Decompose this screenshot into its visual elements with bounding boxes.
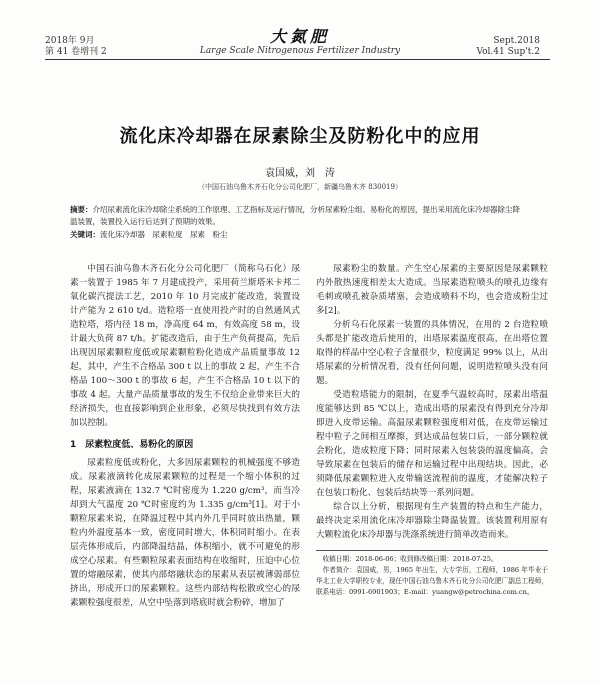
paragraph-dust: 尿素粉尘的数量。产生空心尿素的主要原因是尿素颗粒内外散热速度相差太大造成。当尿素造粒喷头的喷孔边缘有毛刺或喷孔被杂质堵塞，会造成喷料不均，也会造成粉尘过多[2]。 — [316, 264, 548, 316]
paragraph-conclusion: 综合以上分析，根据现有生产装置的特点和生产能力，最终决定采用流化床冷却器除尘降温装置。该装置利用原有大颗粒流化床冷却器与洗涤系统进行简单改造而来。 — [316, 502, 548, 540]
footnote-received: 收稿日期：2018-06-06；收到修改稿日期：2018-07-25。 — [322, 555, 498, 563]
paragraph-cause: 尿素粒度低或粉化，大多因尿素颗粒的机械强度不够造成。尿素液滴转化成尿素颗粒的过程是一个缩小体积的过程，尿素液滴在 132.7 ℃时密度为 1.220 g/cm³，而当冷却到大气温度 20 ℃时密度约为 1.335 g/cm³[1]。对于小颗粒尿素来说，在降温过程中其内外几乎同时放出热量，颗粒内外温度基本一致，密度同时增大，体积同时缩小。在表层壳体形成后，内部降温结晶，体积缩小，就不可避免的形成空心尿素。有些颗粒尿素表面结构在收缩时，压迫中心位置的熔融尿素，使其内部熔融状态的尿素从表层被薄弱部位挤出，形成开口的尿素颗粒。这些内部结构松散或空心的尿素颗粒强度很差，从空中坠落到塔底时就会粉碎，增加了 — [70, 458, 300, 608]
journal-header — [0, 0, 600, 60]
keywords-text: 流化床冷却器 尿素粒度 尿素 粉尘 — [100, 230, 228, 239]
article-title: 流化床冷却器在尿素除尘及防粉化中的应用 — [119, 126, 481, 147]
section-heading-1: 1 尿素粒度低、易粉化的原因 — [70, 440, 194, 450]
abstract-label: 摘要： — [70, 205, 93, 214]
issue-date-cn: 2018年 9月 — [45, 36, 95, 46]
abstract-block — [70, 204, 525, 241]
header-rule — [45, 59, 550, 60]
journal-name-en: Large Scale Nitrogenous Fertilizer Industry — [199, 46, 401, 56]
issue-date-right — [476, 36, 540, 58]
footnote-author-bio: 作者简介：袁国威，男，1965 年出生，大专学历，工程师，1986 年毕业于华北工业大学职校专业，现任中国石油乌鲁木齐石化分公司化肥厂副总工程师，联系电话：0991-6901903；E-mail：yuangw@petrochina.com.cn。 — [316, 566, 548, 596]
keywords — [70, 229, 525, 241]
abstract-text: 介绍尿素流化床冷却除尘系统的工作原理、工艺指标及运行情况，分析尿素粉尘组、易粉化的原因，提出采用流化床冷却器除尘降温装置，装置投入运行后达到了预期的效果。 — [70, 205, 520, 226]
paragraph-intro: 中国石油乌鲁木齐石化分公司化肥厂（简称乌石化）尿素一装置于 1985 年 7 月建成投产，采用荷兰斯塔米卡邦二氧化碳汽提法工艺，2010 年 10 月完成扩能改造，装置设计产能为 2 610 t/d。造粒塔一直使用投产时的自然通风式造粒塔，塔内径 18 m，净高度 64 m，有效高度 58 m，设计最大负荷 87 t/h。扩能改造后，由于生产负荷提高，先后出现因尿素颗粒度低或尿素颗粒粉化造成产品质量事故 12 起，其中，产生不合格品 300 t 以上的事故 2 起，产生不合格品 100～300 t 的事故 6 起，产生不合格品 10 t 以下的事故 4 起。大量产品质量事故的发生不仅给企业带来巨大的经济损失，也直接影响到企业形象，必须尽快找到有效方法加以控制。 — [70, 264, 300, 428]
article-authors: 袁国威，刘 涛 — [265, 168, 335, 179]
paragraph-analysis: 分析乌石化尿素一装置的具体情况，在用的 2 台造粒喷头都是扩能改造后使用的，出塔尿素温度很高，在出塔位置取得的样品中空心粒子含量很少，粒度满足 99% 以上，从出塔尿素的分析情况看，没有任何问题，说明造粒喷头没有问题。 — [316, 320, 548, 386]
journal-logo: 大氮肥 — [269, 27, 330, 46]
body-column-left — [70, 262, 300, 610]
paragraph-temperature: 受造粒塔能力的限制，在夏季气温较高时，尿素出塔温度能够达到 85 ℃以上，造成出塔的尿素没有得到充分冷却即进入皮带运输。高温尿素颗粒强度相对低，在皮带运输过程中粒子之间相互摩擦，到达成品包装口后，一部分颗粒就会粉化，造成粒度下降；同时尿素入包装袋的温度偏高，会导致尿素在包装后的储存和运输过程中出现结块。因此，必须降低尿素颗粒进入皮带输送流程前的温度，才能解决粒子在包装口粉化、包装后结块等一系列问题。 — [316, 390, 548, 498]
keywords-label: 关键词： — [70, 230, 100, 239]
issue-date-en: Sept.2018 — [493, 36, 540, 46]
volume-cn: 第 41 卷增刊 2 — [45, 47, 107, 57]
body-column-right — [316, 262, 548, 598]
abstract — [70, 204, 525, 228]
volume-en: Vol.41 Sup't.2 — [476, 47, 540, 57]
author-affiliation: （中国石油乌鲁木齐石化分公司化肥厂，新疆乌鲁木齐 830019） — [198, 183, 402, 191]
footnote-block — [316, 550, 548, 598]
